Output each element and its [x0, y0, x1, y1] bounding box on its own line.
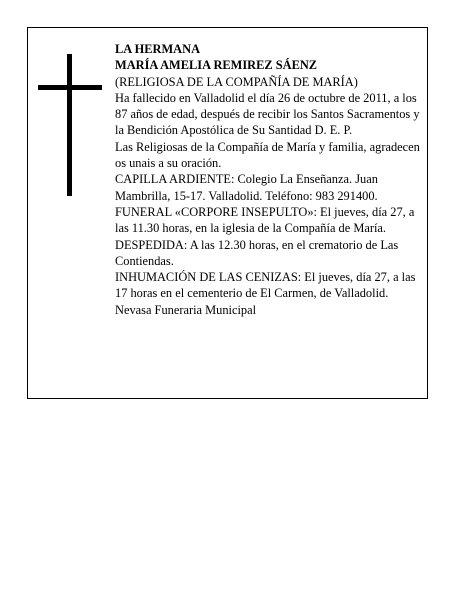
funeral-info: FUNERAL «CORPORE INSEPULTO»: El jueves, día 27, a las 11.30 horas, en la iglesia de la Compañía de María.: [115, 204, 415, 236]
cross-horizontal-bar: [38, 85, 102, 90]
deceased-name: MARÍA AMELIA REMIREZ SÁENZ: [115, 58, 318, 73]
death-announcement: Ha fallecido en Valladolid el día 26 de octubre de 2011, a los 87 años de edad, después de recibir los Santos Sacramentos y la Bendición Apostólica de Su Santidad D. E. P.: [115, 90, 420, 138]
heading-title: LA HERMANA: [115, 42, 201, 56]
obituary-notice: [27, 27, 428, 399]
family-thanks: Las Religiosas de la Compañía de María y familia, agradecen os unais a su oración.: [115, 139, 420, 171]
funeral-home: Nevasa Funeraria Municipal: [115, 302, 257, 317]
notice-text: [115, 41, 425, 318]
cross-icon: [38, 54, 102, 196]
religious-order: (RELIGIOSA DE LA COMPAÑÍA DE MARÍA): [115, 74, 358, 89]
chapel-info: CAPILLA ARDIENTE: Colegio La Enseñanza. Juan Mambrilla, 15-17. Valladolid. Teléfono: 983 291400.: [115, 172, 378, 203]
ashes-burial-info: INHUMACIÓN DE LAS CENIZAS: El jueves, día 27, a las 17 horas en el cementerio de El Carmen, de Valladolid.: [115, 270, 416, 301]
cross-vertical-bar: [67, 54, 72, 196]
farewell-info: DESPEDIDA: A las 12.30 horas, en el crematorio de Las Contiendas.: [115, 237, 399, 268]
